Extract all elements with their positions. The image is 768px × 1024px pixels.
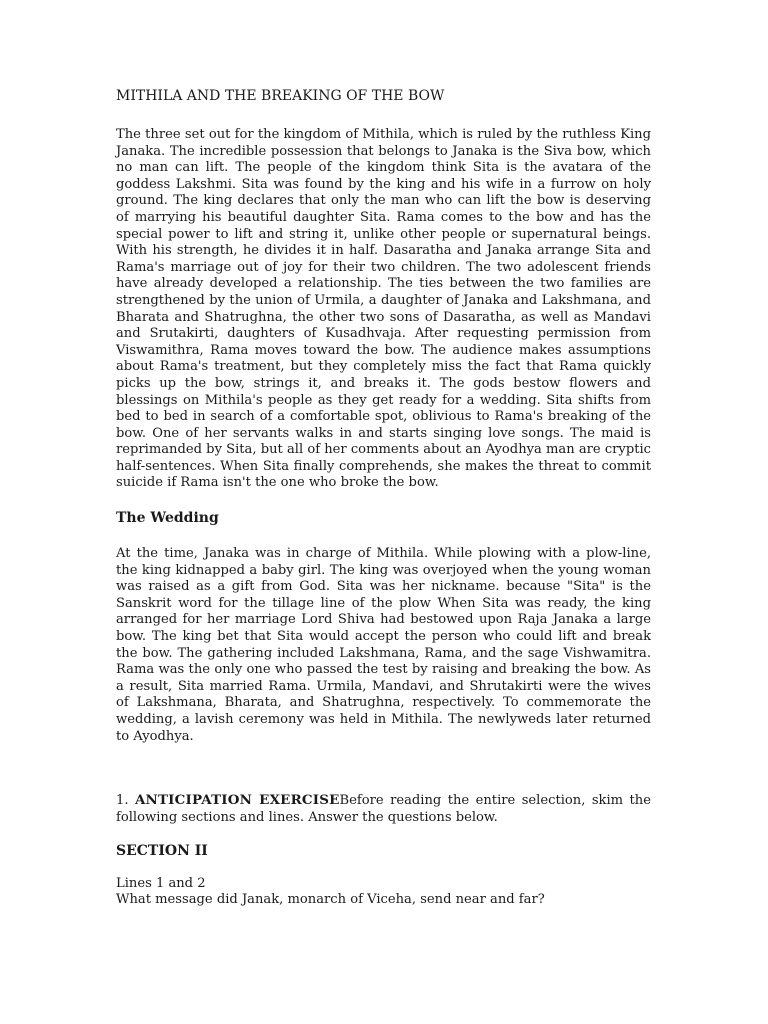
question-text: What message did Janak, monarch of Viceha, send near and far?	[116, 892, 545, 907]
document-title: MITHILA AND THE BREAKING OF THE BOW	[116, 88, 445, 104]
paragraph-wedding: At the time, Janaka was in charge of Mithila. While plowing with a plow-line, the king kidnapped a baby girl. The king was overjoyed when the young woman was raised as a gift from God. Sita was her nickname. because "Sita" is the Sanskrit word for the tillage line of the plow When Sita was ready, the king arranged for her marriage Lord Shiva had bestowed upon Raja Janaka a large bow. The king bet that Sita would accept the person who could lift and break the bow. The gathering included Lakshmana, Rama, and the sage Vishwamitra. Rama was the only one who passed the test by raising and breaking the bow. As a result, Sita married Rama. Urmila, Mandavi, and Shrutakirti were the wives of Lakshmana, Bharata, and Shatrughna, respectively. To commemorate the wedding, a lavish ceremony was held in Mithila. The newlyweds later returned to Ayodhya.	[116, 546, 651, 744]
exercise-text: Before reading the entire selection, skim the following sections and lines. Answer the questions below.	[116, 793, 651, 825]
exercise-title: ANTICIPATION EXERCISE	[134, 792, 340, 808]
heading-wedding: The Wedding	[116, 510, 219, 526]
anticipation-exercise	[116, 792, 651, 826]
heading-section-ii: SECTION II	[116, 843, 208, 859]
lines-label: Lines 1 and 2	[116, 876, 206, 891]
paragraph-mithila: The three set out for the kingdom of Mithila, which is ruled by the ruthless King Janaka. The incredible possession that belongs to Janaka is the Siva bow, which no man can lift. The people of the kingdom think Sita is the avatara of the goddess Lakshmi. Sita was found by the king and his wife in a furrow on holy ground. The king declares that only the man who can lift the bow is deserving of marrying his beautiful daughter Sita. Rama comes to the bow and has the special power to lift and string it, unlike other people or supernatural beings. With his strength, he divides it in half. Dasaratha and Janaka arrange Sita and Rama's marriage out of joy for their two children. The two adolescent friends have already developed a relationship. The ties between the two families are strengthened by the union of Urmila, a daughter of Janaka and Lakshmana, and Bharata and Shatrughna, the other two sons of Dasaratha, as well as Mandavi and Srutakirti, daughters of Kusadhvaja. After requesting permission from Viswamithra, Rama moves toward the bow. The audience makes assumptions about Rama's treatment, but they completely miss the fact that Rama quickly picks up the bow, strings it, and breaks it. The gods bestow flowers and blessings on Mithila's people as they get ready for a wedding. Sita shifts from bed to bed in search of a comfortable spot, oblivious to Rama's breaking of the bow. One of her servants walks in and starts singing love songs. The maid is reprimanded by Sita, but all of her comments about an Ayodhya man are cryptic half-sentences. When Sita finally comprehends, she makes the threat to commit suicide if Rama isn't the one who broke the bow.	[116, 127, 651, 491]
exercise-number: 1.	[116, 793, 129, 808]
